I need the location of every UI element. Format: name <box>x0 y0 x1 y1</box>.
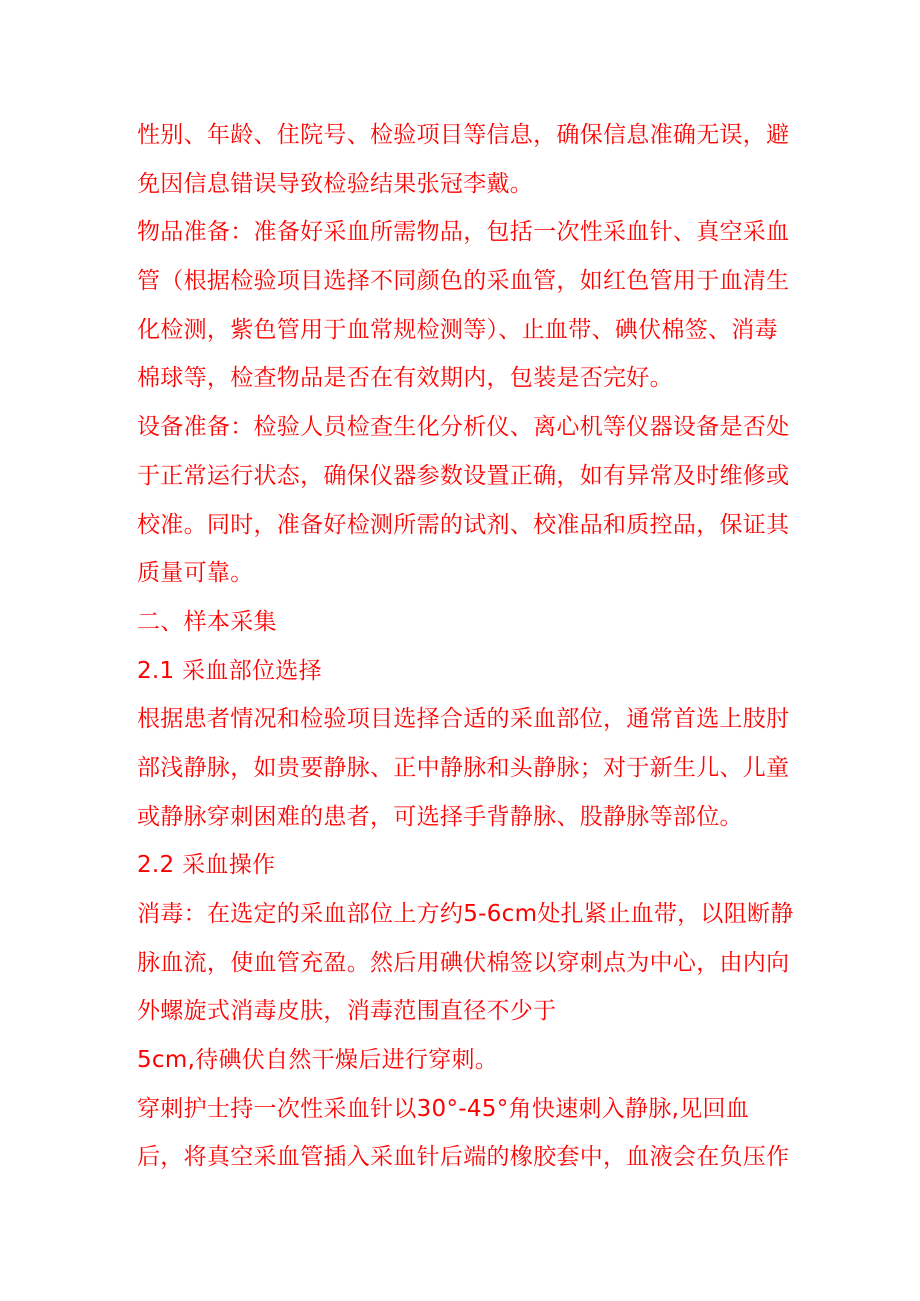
text-line: 5cm,待碘伏自然干燥后进行穿刺。 <box>137 1047 499 1074</box>
text-line: 性别、年龄、住院号、检验项目等信息，确保信息准确无误，避 <box>137 122 790 148</box>
subsection-heading: 2.2 采血操作 <box>137 852 276 879</box>
text-line: 外螺旋式消毒皮肤，消毒范围直径不少于 <box>137 998 557 1025</box>
text-line: 后，将真空采血管插入采血针后端的橡胶套中，血液会在负压作 <box>137 1144 790 1171</box>
document-body <box>137 111 797 1182</box>
text-line: 物品准备：准备好采血所需物品，包括一次性采血针、真空采血 <box>137 219 790 246</box>
text-line: 或静脉穿刺困难的患者，可选择手背静脉、股静脉等部位。 <box>137 803 743 830</box>
text-line: 设备准备：检验人员检查生化分析仪、离心机等仪器设备是否处 <box>137 414 790 441</box>
text-line: 质量可靠。 <box>137 560 254 587</box>
text-line: 消毒：在选定的采血部位上方约5-6cm处扎紧止血带，以阻断静 <box>137 901 794 927</box>
text-line: 管（根据检验项目选择不同颜色的采血管，如红色管用于血清生 <box>137 268 790 295</box>
text-line: 部浅静脉，如贵要静脉、正中静脉和头静脉；对于新生儿、儿童 <box>137 754 790 781</box>
text-line: 根据患者情况和检验项目选择合适的采血部位，通常首选上肢肘 <box>137 706 790 733</box>
text-line: 于正常运行状态，确保仪器参数设置正确，如有异常及时维修或 <box>137 462 790 489</box>
text-line: 化检测，紫色管用于血常规检测等）、止血带、碘伏棉签、消毒 <box>137 316 778 343</box>
text-line: 免因信息错误导致检验结果张冠李戴。 <box>137 170 534 197</box>
text-line: 脉血流，使血管充盈。然后用碘伏棉签以穿刺点为中心，由内向 <box>137 949 790 976</box>
text-line: 穿刺护士持一次性采血针以30°-45°角快速刺入静脉,见回血 <box>137 1095 750 1122</box>
text-line: 校准。同时，准备好检测所需的试剂、校准品和质控品，保证其 <box>137 511 790 538</box>
text-line: 棉球等，检查物品是否在有效期内，包装是否完好。 <box>137 365 673 392</box>
section-heading: 二、样本采集 <box>137 608 277 635</box>
subsection-heading: 2.1 采血部位选择 <box>137 657 322 684</box>
